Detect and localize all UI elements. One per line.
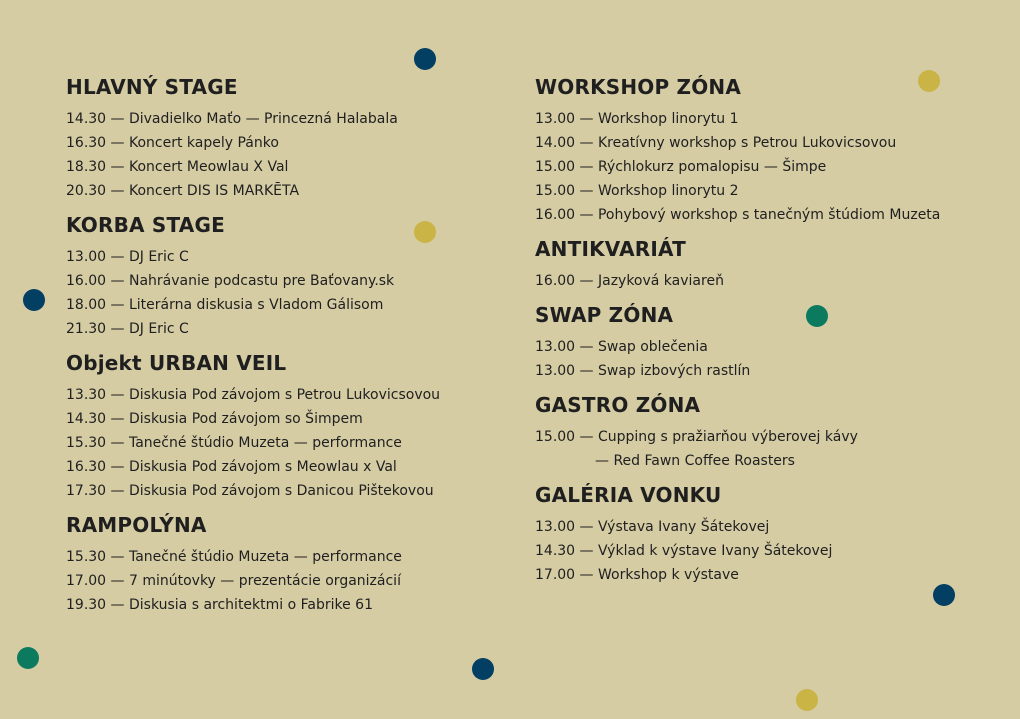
decorative-dot-navy bbox=[23, 289, 45, 311]
schedule-item: 13.00 — Workshop linorytu 1 bbox=[535, 111, 739, 127]
section-gastro-zona bbox=[535, 392, 1005, 473]
schedule-item: 15.00 — Rýchlokurz pomalopisu — Šimpe bbox=[535, 159, 827, 175]
schedule-item: 17.00 — Workshop k výstave bbox=[535, 567, 739, 583]
schedule-item: 20.30 — Koncert DIS IS MARKĒTA bbox=[66, 183, 300, 199]
schedule-item: 19.30 — Diskusia s architektmi o Fabrike 61 bbox=[66, 597, 373, 613]
schedule-item: 15.00 — Workshop linorytu 2 bbox=[535, 183, 739, 199]
schedule-item: 15.30 — Tanečné štúdio Muzeta — performance bbox=[66, 549, 402, 565]
schedule-item: 13.30 — Diskusia Pod závojom s Petrou Lukovicsovou bbox=[66, 387, 441, 403]
schedule-item-continuation: — Red Fawn Coffee Roasters bbox=[595, 453, 795, 469]
decorative-dot-navy bbox=[472, 658, 494, 680]
section-title: GASTRO ZÓNA bbox=[535, 393, 701, 417]
schedule-item: 21.30 — DJ Eric C bbox=[66, 321, 189, 337]
decorative-dot-green bbox=[17, 647, 39, 669]
section-rampolyna bbox=[66, 512, 506, 617]
section-workshop-zona bbox=[535, 74, 1005, 227]
schedule-item: 14.30 — Výklad k výstave Ivany Šátekovej bbox=[535, 543, 833, 559]
schedule-item: 18.00 — Literárna diskusia s Vladom Gálisom bbox=[66, 297, 384, 313]
schedule-item: 16.00 — Nahrávanie podcastu pre Baťovany.sk bbox=[66, 273, 395, 289]
schedule-item: 13.00 — Swap izbových rastlín bbox=[535, 363, 751, 379]
schedule-item: 16.00 — Jazyková kaviareň bbox=[535, 273, 724, 289]
section-title: Objekt URBAN VEIL bbox=[66, 351, 287, 375]
schedule-item: 16.30 — Diskusia Pod závojom s Meowlau x Val bbox=[66, 459, 397, 475]
schedule-item: 13.00 — Swap oblečenia bbox=[535, 339, 708, 355]
schedule-item: 14.30 — Diskusia Pod závojom so Šimpem bbox=[66, 411, 363, 427]
schedule-item: 14.00 — Kreatívny workshop s Petrou Lukovicsovou bbox=[535, 135, 897, 151]
decorative-dot-mustard bbox=[796, 689, 818, 711]
section-galeria-vonku bbox=[535, 482, 1005, 587]
section-swap-zona bbox=[535, 302, 1005, 383]
schedule-item: 16.00 — Pohybový workshop s tanečným štúdiom Muzeta bbox=[535, 207, 941, 223]
schedule-item: 13.00 — DJ Eric C bbox=[66, 249, 189, 265]
schedule-item: 13.00 — Výstava Ivany Šátekovej bbox=[535, 519, 770, 535]
section-title: ANTIKVARIÁT bbox=[535, 237, 687, 261]
section-title: SWAP ZÓNA bbox=[535, 303, 674, 327]
section-title: GALÉRIA VONKU bbox=[535, 483, 722, 507]
schedule-item: 15.00 — Cupping s pražiarňou výberovej kávy bbox=[535, 429, 858, 445]
section-title: KORBA STAGE bbox=[66, 213, 225, 237]
program-column-left bbox=[66, 74, 506, 626]
section-urban-veil bbox=[66, 350, 506, 503]
schedule-item: 17.00 — 7 minútovky — prezentácie organizácií bbox=[66, 573, 401, 589]
schedule-item: 17.30 — Diskusia Pod závojom s Danicou Pištekovou bbox=[66, 483, 434, 499]
section-title: RAMPOLÝNA bbox=[66, 513, 207, 537]
schedule-item: 16.30 — Koncert kapely Pánko bbox=[66, 135, 279, 151]
section-title: WORKSHOP ZÓNA bbox=[535, 75, 742, 99]
section-korba-stage bbox=[66, 212, 506, 341]
decorative-dot-navy bbox=[414, 48, 436, 70]
section-hlavny-stage bbox=[66, 74, 506, 203]
schedule-item: 14.30 — Divadielko Maťo — Princezná Halabala bbox=[66, 111, 398, 127]
schedule-item: 18.30 — Koncert Meowlau X Val bbox=[66, 159, 289, 175]
section-title: HLAVNÝ STAGE bbox=[66, 75, 238, 99]
schedule-item: 15.30 — Tanečné štúdio Muzeta — performance bbox=[66, 435, 402, 451]
program-column-right bbox=[535, 74, 1005, 596]
section-antikvariat bbox=[535, 236, 1005, 293]
